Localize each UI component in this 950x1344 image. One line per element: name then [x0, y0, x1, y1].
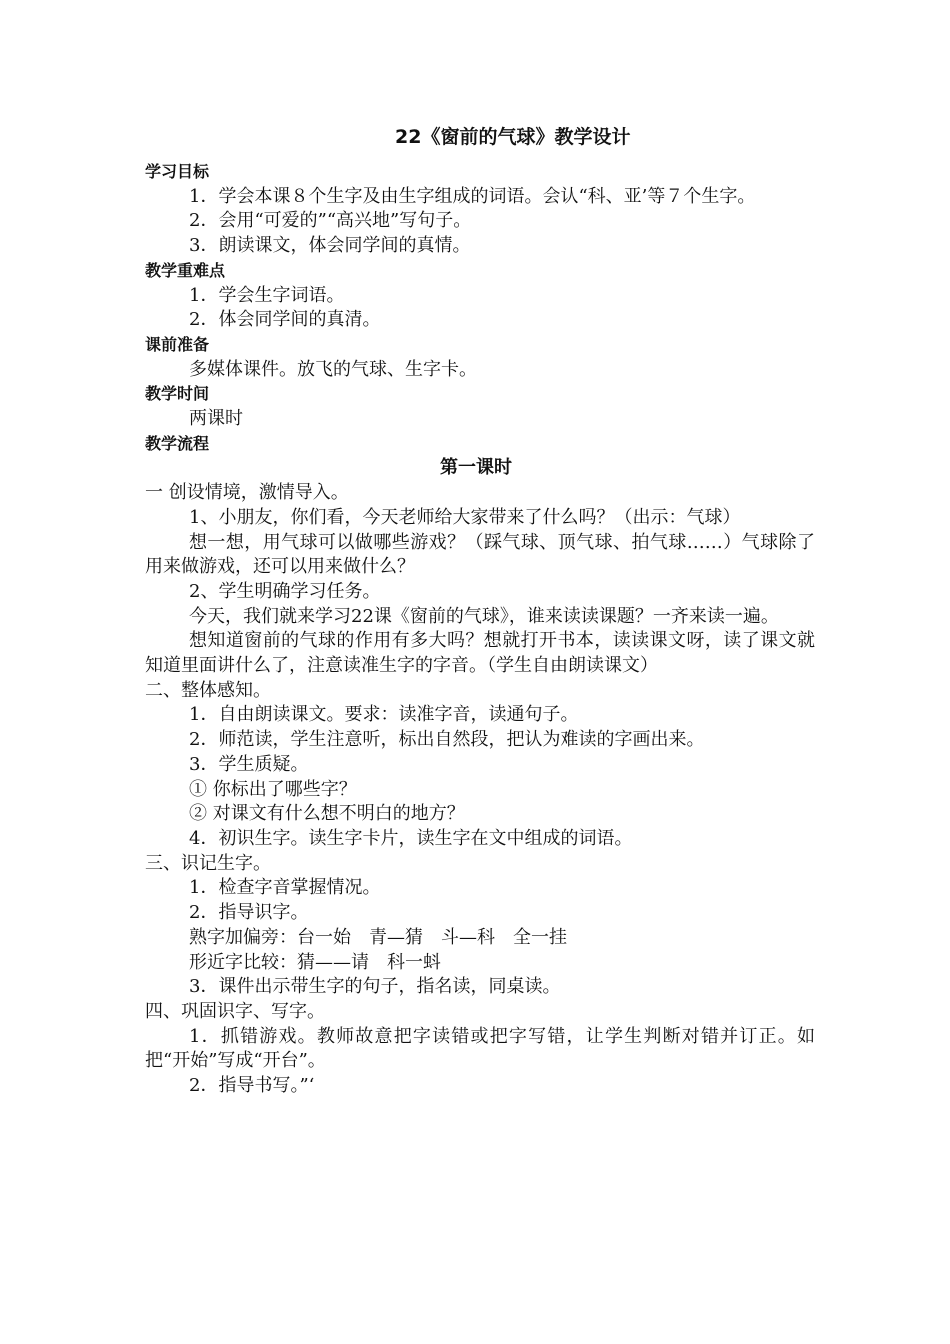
paragraph: 2．指导书写。”‘: [189, 1075, 315, 1097]
section-title: 四、巩固识字、写字。: [145, 1000, 325, 1022]
paragraph: 形近字比较：猜——请 科一蚪: [189, 951, 441, 973]
paragraph: 1．自由朗读课文。要求：读准字音，读通句子。: [189, 704, 579, 726]
paragraph: 3．课件出示带生字的句子，指名读，同桌读。: [189, 976, 561, 998]
section-title: 三、识记生字。: [145, 852, 271, 874]
paragraph: ① 你标出了哪些字？: [189, 778, 357, 800]
paragraph: 2、学生明确学习任务。: [189, 580, 381, 602]
section-title: 二、整体感知。: [145, 679, 271, 701]
paragraph: 想一想，用气球可以做哪些游戏？（踩气球、顶气球、拍气球……）气球除了用来做游戏，还可以用来做什么？: [145, 531, 815, 578]
lesson-title: 第一课时: [440, 457, 512, 479]
paragraph: 3．学生质疑。: [189, 753, 309, 775]
document-title: 22《窗前的气球》教学设计: [395, 126, 631, 148]
paragraph: 2．师范读，学生注意听，标出自然段，把认为难读的字画出来。: [189, 729, 705, 751]
time-heading: 教学时间: [145, 384, 210, 404]
paragraph: 4．初识生字。读生字卡片，读生字在文中组成的词语。: [189, 827, 633, 849]
process-heading: 教学流程: [145, 433, 210, 453]
paragraph: 1．抓错游戏。教师故意把字读错或把字写错，让学生判断对错并订正。如把“开始”写成“开台”。: [145, 1025, 815, 1072]
paragraph: 2．指导识字。: [189, 902, 309, 924]
goals-heading: 学习目标: [145, 162, 210, 181]
section-title: 一 创设情境，激情导入。: [145, 482, 349, 504]
paragraph: 1．检查字音掌握情况。: [189, 877, 381, 899]
paragraph: 今天，我们就来学习22课《窗前的气球》，谁来读读课题？一齐来读一遍。: [189, 605, 779, 627]
goal-item: 3．朗读课文，体会同学间的真情。: [189, 235, 471, 257]
paragraph: ② 对课文有什么想不明白的地方？: [189, 803, 465, 825]
time-text: 两课时: [189, 408, 243, 430]
preparation-text: 多媒体课件。放飞的气球、生字卡。: [189, 358, 477, 380]
paragraph: 1、小朋友，你们看，今天老师给大家带来了什么吗？（出示：气球）: [189, 506, 741, 528]
key-point-item: 1．学会生字词语。: [189, 284, 345, 306]
document-body: [145, 160, 815, 1099]
preparation-heading: 课前准备: [145, 334, 210, 354]
key-points-heading: 教学重难点: [145, 260, 226, 280]
paragraph: 熟字加偏旁：台一始 青—猜 斗—科 全一挂: [189, 926, 567, 948]
goal-item: 2．会用“可爱的”“高兴地”写句子。: [189, 210, 472, 232]
goal-item: 1．学会本课８个生字及由生字组成的词语。会认“科、亚’等７个生字。: [189, 185, 756, 207]
paragraph: 想知道窗前的气球的作用有多大吗？想就打开书本，读读课文呀，读了课文就知道里面讲什么了，注意读准生字的字音。（学生自由朗读课文）: [145, 630, 815, 677]
key-point-item: 2．体会同学间的真清。: [189, 309, 381, 331]
